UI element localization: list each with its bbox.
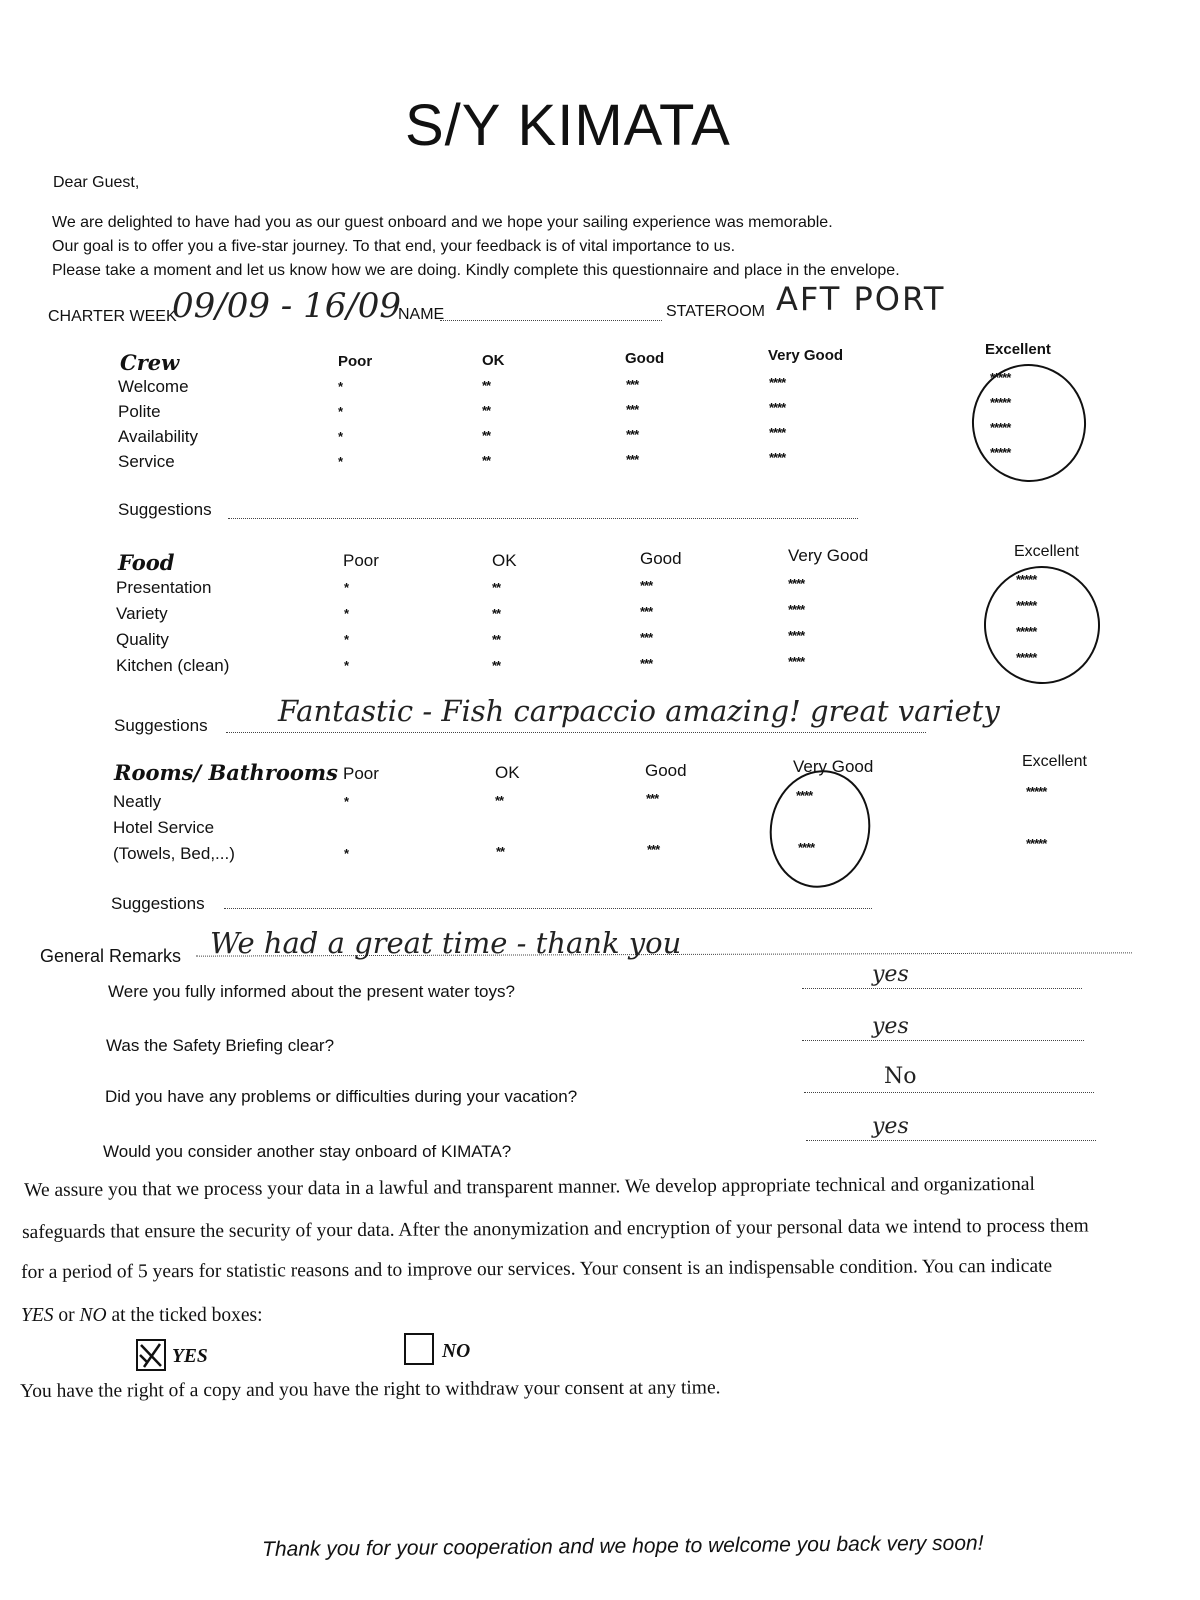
rooms-col-good: Good <box>645 761 687 780</box>
food-quality-ok[interactable]: ** <box>492 632 501 647</box>
food-suggestions-field[interactable] <box>226 732 926 733</box>
answer-water-toys: yes <box>872 962 909 987</box>
food-variety-good[interactable]: *** <box>640 604 653 619</box>
col-good: Good <box>625 350 665 367</box>
food-quality-poor[interactable]: * <box>344 632 349 647</box>
rooms-hotel-poor[interactable]: * <box>344 846 349 861</box>
food-presentation-excellent[interactable]: ***** <box>1016 572 1037 587</box>
col-poor: Poor <box>338 353 373 370</box>
crew-polite-ok[interactable]: ** <box>482 403 491 418</box>
crew-service-excellent[interactable]: ***** <box>990 445 1011 460</box>
answer-problems: No <box>884 1064 917 1089</box>
question-water-toys: Were you fully informed about the present water toys? <box>108 982 515 1001</box>
consent-line-1: We assure you that we process your data in a lawful and transparent manner. We develop appropriate technical and organizational <box>24 1173 1035 1201</box>
consent-line-3: for a period of 5 years for statistic reasons and to improve our services. Your consent is an indispensable condition. You can indicate <box>21 1255 1053 1283</box>
crew-item-welcome: Welcome <box>118 377 189 396</box>
answer-field-problems[interactable] <box>804 1092 1094 1093</box>
rooms-item-towels-bed: (Towels, Bed,...) <box>113 844 235 863</box>
crew-availability-excellent[interactable]: ***** <box>990 420 1011 435</box>
food-presentation-very-good[interactable]: **** <box>788 576 805 591</box>
food-item-quality: Quality <box>116 630 169 649</box>
food-variety-poor[interactable]: * <box>344 606 349 621</box>
consent-yes-label: YES <box>172 1346 208 1367</box>
rooms-neatly-good[interactable]: *** <box>646 791 659 806</box>
crew-service-very-good[interactable]: **** <box>769 450 786 465</box>
food-variety-excellent[interactable]: ***** <box>1016 598 1037 613</box>
crew-welcome-ok[interactable]: ** <box>482 378 491 393</box>
rooms-hotel-excellent[interactable]: ***** <box>1026 836 1047 851</box>
consent-suffix: at the ticked boxes: <box>106 1305 263 1326</box>
crew-suggestions-label: Suggestions <box>118 500 212 519</box>
food-item-variety: Variety <box>116 604 168 623</box>
general-remarks-value: We had a great time - thank you <box>210 926 682 960</box>
crew-welcome-good[interactable]: *** <box>626 377 639 392</box>
rooms-very-good-selection-circle <box>761 762 880 896</box>
rooms-col-excellent: Excellent <box>1022 753 1087 770</box>
rooms-hotel-very-good[interactable]: **** <box>798 840 815 855</box>
general-remarks-label: General Remarks <box>40 946 182 966</box>
consent-rights: You have the right of a copy and you have the right to withdraw your consent at any time. <box>20 1377 721 1402</box>
consent-line-4 <box>21 1305 263 1327</box>
crew-polite-very-good[interactable]: **** <box>769 400 786 415</box>
col-excellent: Excellent <box>985 341 1051 358</box>
food-suggestions-value: Fantastic - Fish carpaccio amazing! great variety <box>278 694 1000 728</box>
food-quality-good[interactable]: *** <box>640 630 653 645</box>
rooms-hotel-ok[interactable]: ** <box>496 844 505 859</box>
consent-no-word: NO <box>79 1305 107 1326</box>
name-field-line[interactable] <box>440 320 662 321</box>
food-variety-ok[interactable]: ** <box>492 606 501 621</box>
answer-another-stay: yes <box>872 1114 909 1139</box>
rooms-neatly-excellent[interactable]: ***** <box>1026 784 1047 799</box>
stateroom-label: STATEROOM <box>666 303 765 320</box>
charter-week-label: CHARTER WEEK <box>48 308 177 325</box>
rooms-neatly-poor[interactable]: * <box>344 794 349 809</box>
crew-item-availability: Availability <box>118 427 199 446</box>
name-label: NAME <box>398 306 445 323</box>
section-title-crew: Crew <box>120 350 180 375</box>
rooms-col-very-good: Very Good <box>793 757 874 776</box>
food-kitchen-poor[interactable]: * <box>344 658 349 673</box>
crew-welcome-excellent[interactable]: ***** <box>990 370 1011 385</box>
food-variety-very-good[interactable]: **** <box>788 602 805 617</box>
crew-welcome-very-good[interactable]: **** <box>769 375 786 390</box>
food-quality-excellent[interactable]: ***** <box>1016 624 1037 639</box>
crew-item-polite: Polite <box>118 402 161 421</box>
food-col-excellent: Excellent <box>1014 543 1079 560</box>
crew-polite-poor[interactable]: * <box>338 404 343 419</box>
crew-availability-good[interactable]: *** <box>626 427 639 442</box>
food-excellent-selection-circle <box>978 560 1106 689</box>
crew-availability-very-good[interactable]: **** <box>769 425 786 440</box>
rooms-neatly-very-good[interactable]: **** <box>796 788 813 803</box>
consent-yes-word: YES <box>21 1305 54 1326</box>
question-another-stay: Would you consider another stay onboard of KIMATA? <box>103 1142 512 1161</box>
food-kitchen-very-good[interactable]: **** <box>788 654 805 669</box>
intro-line-1: We are delighted to have had you as our guest onboard and we hope your sailing experience was memorable. <box>52 214 833 231</box>
answer-safety-briefing: yes <box>872 1014 909 1039</box>
food-kitchen-good[interactable]: *** <box>640 656 653 671</box>
footer-thank-you: Thank you for your cooperation and we hope to welcome you back very soon! <box>262 1531 984 1561</box>
crew-availability-ok[interactable]: ** <box>482 428 491 443</box>
rooms-col-poor: Poor <box>343 764 379 783</box>
food-suggestions-label: Suggestions <box>114 716 208 735</box>
food-presentation-poor[interactable]: * <box>344 580 349 595</box>
greeting: Dear Guest, <box>53 174 140 191</box>
check-mark-icon <box>138 1341 164 1369</box>
rooms-item-neatly: Neatly <box>113 792 162 811</box>
crew-availability-poor[interactable]: * <box>338 429 343 444</box>
col-ok: OK <box>482 352 505 369</box>
section-title-rooms: Rooms/ Bathrooms <box>114 760 338 785</box>
crew-service-poor[interactable]: * <box>338 454 343 469</box>
rooms-suggestions-field[interactable] <box>224 908 872 909</box>
stateroom-value[interactable]: AFT PORT <box>776 280 946 318</box>
form-title: S/Y KIMATA <box>405 93 731 158</box>
crew-polite-excellent[interactable]: ***** <box>990 395 1011 410</box>
intro-line-2: Our goal is to offer you a five-star journey. To that end, your feedback is of vital importance to us. <box>52 238 736 255</box>
food-kitchen-ok[interactable]: ** <box>492 658 501 673</box>
crew-service-ok[interactable]: ** <box>482 453 491 468</box>
crew-excellent-selection-circle <box>964 357 1093 490</box>
food-quality-very-good[interactable]: **** <box>788 628 805 643</box>
food-item-kitchen: Kitchen (clean) <box>116 656 230 675</box>
food-col-poor: Poor <box>343 551 379 570</box>
rooms-suggestions-label: Suggestions <box>111 894 205 913</box>
consent-no-checkbox[interactable] <box>404 1333 434 1365</box>
answer-field-water-toys[interactable] <box>802 988 1082 989</box>
answer-field-safety-briefing[interactable] <box>802 1040 1084 1041</box>
food-presentation-good[interactable]: *** <box>640 578 653 593</box>
section-title-food: Food <box>118 550 175 575</box>
rooms-item-hotel-service: Hotel Service <box>113 818 215 837</box>
consent-no-label: NO <box>442 1341 471 1362</box>
charter-week-value[interactable]: 09/09 - 16/09 <box>172 286 402 326</box>
food-kitchen-excellent[interactable]: ***** <box>1016 650 1037 665</box>
crew-suggestions-field[interactable] <box>228 518 858 519</box>
crew-polite-good[interactable]: *** <box>626 402 639 417</box>
food-presentation-ok[interactable]: ** <box>492 580 501 595</box>
consent-line-2: safeguards that ensure the security of your data. After the anonymization and encryption of your personal data we intend to process them <box>22 1215 1089 1243</box>
crew-item-service: Service <box>118 452 175 471</box>
col-very-good: Very Good <box>768 347 844 364</box>
rooms-hotel-good[interactable]: *** <box>647 842 660 857</box>
consent-yes-checkbox[interactable] <box>136 1339 166 1371</box>
crew-welcome-poor[interactable]: * <box>338 379 343 394</box>
rooms-neatly-ok[interactable]: ** <box>495 793 504 808</box>
food-item-presentation: Presentation <box>116 578 212 597</box>
intro-line-3: Please take a moment and let us know how we are doing. Kindly complete this questionnaire and place in the envelope. <box>52 262 900 279</box>
answer-field-another-stay[interactable] <box>806 1140 1096 1141</box>
rooms-col-ok: OK <box>495 763 520 782</box>
food-col-ok: OK <box>492 551 517 570</box>
food-col-good: Good <box>640 549 682 568</box>
consent-or-word: or <box>53 1305 80 1326</box>
crew-service-good[interactable]: *** <box>626 452 639 467</box>
question-safety-briefing: Was the Safety Briefing clear? <box>106 1036 335 1055</box>
food-col-very-good: Very Good <box>788 546 869 565</box>
question-problems: Did you have any problems or difficulties during your vacation? <box>105 1087 578 1106</box>
